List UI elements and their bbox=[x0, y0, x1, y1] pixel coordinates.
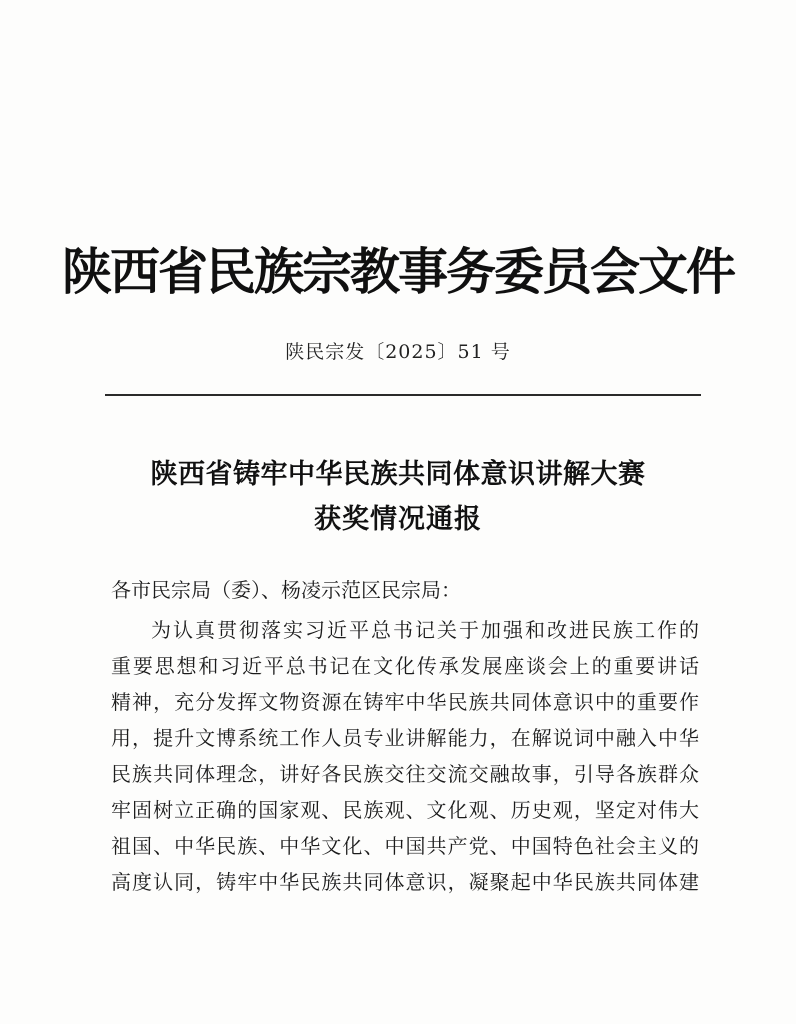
notice-title-line-1: 陕西省铸牢中华民族共同体意识讲解大赛 bbox=[150, 459, 646, 490]
issuer-header: 陕西省民族宗教事务委员会文件 bbox=[62, 242, 734, 301]
body-line: 牢固树立正确的国家观、民族观、文化观、历史观，坚定对伟大 bbox=[111, 798, 699, 822]
document-number: 陕民宗发〔2025〕51 号 bbox=[285, 341, 511, 363]
body-line: 祖国、中华民族、中华文化、中国共产党、中国特色社会主义的 bbox=[111, 834, 699, 858]
body-line: 重要思想和习近平总书记在文化传承发展座谈会上的重要讲话 bbox=[111, 654, 699, 678]
header-divider bbox=[105, 394, 701, 396]
salutation: 各市民宗局（委）、杨凌示范区民宗局： bbox=[111, 578, 461, 602]
body-line: 高度认同，铸牢中华民族共同体意识，凝聚起中华民族共同体建 bbox=[111, 870, 699, 894]
notice-title-line-2: 获奖情况通报 bbox=[314, 504, 482, 535]
body-line: 为认真贯彻落实习近平总书记关于加强和改进民族工作的 bbox=[151, 618, 699, 642]
body-line: 用，提升文博系统工作人员专业讲解能力，在解说词中融入中华 bbox=[111, 726, 699, 750]
body-line: 精神，充分发挥文物资源在铸牢中华民族共同体意识中的重要作 bbox=[111, 690, 699, 714]
body-line: 民族共同体理念，讲好各民族交往交流交融故事，引导各族群众 bbox=[111, 762, 699, 786]
